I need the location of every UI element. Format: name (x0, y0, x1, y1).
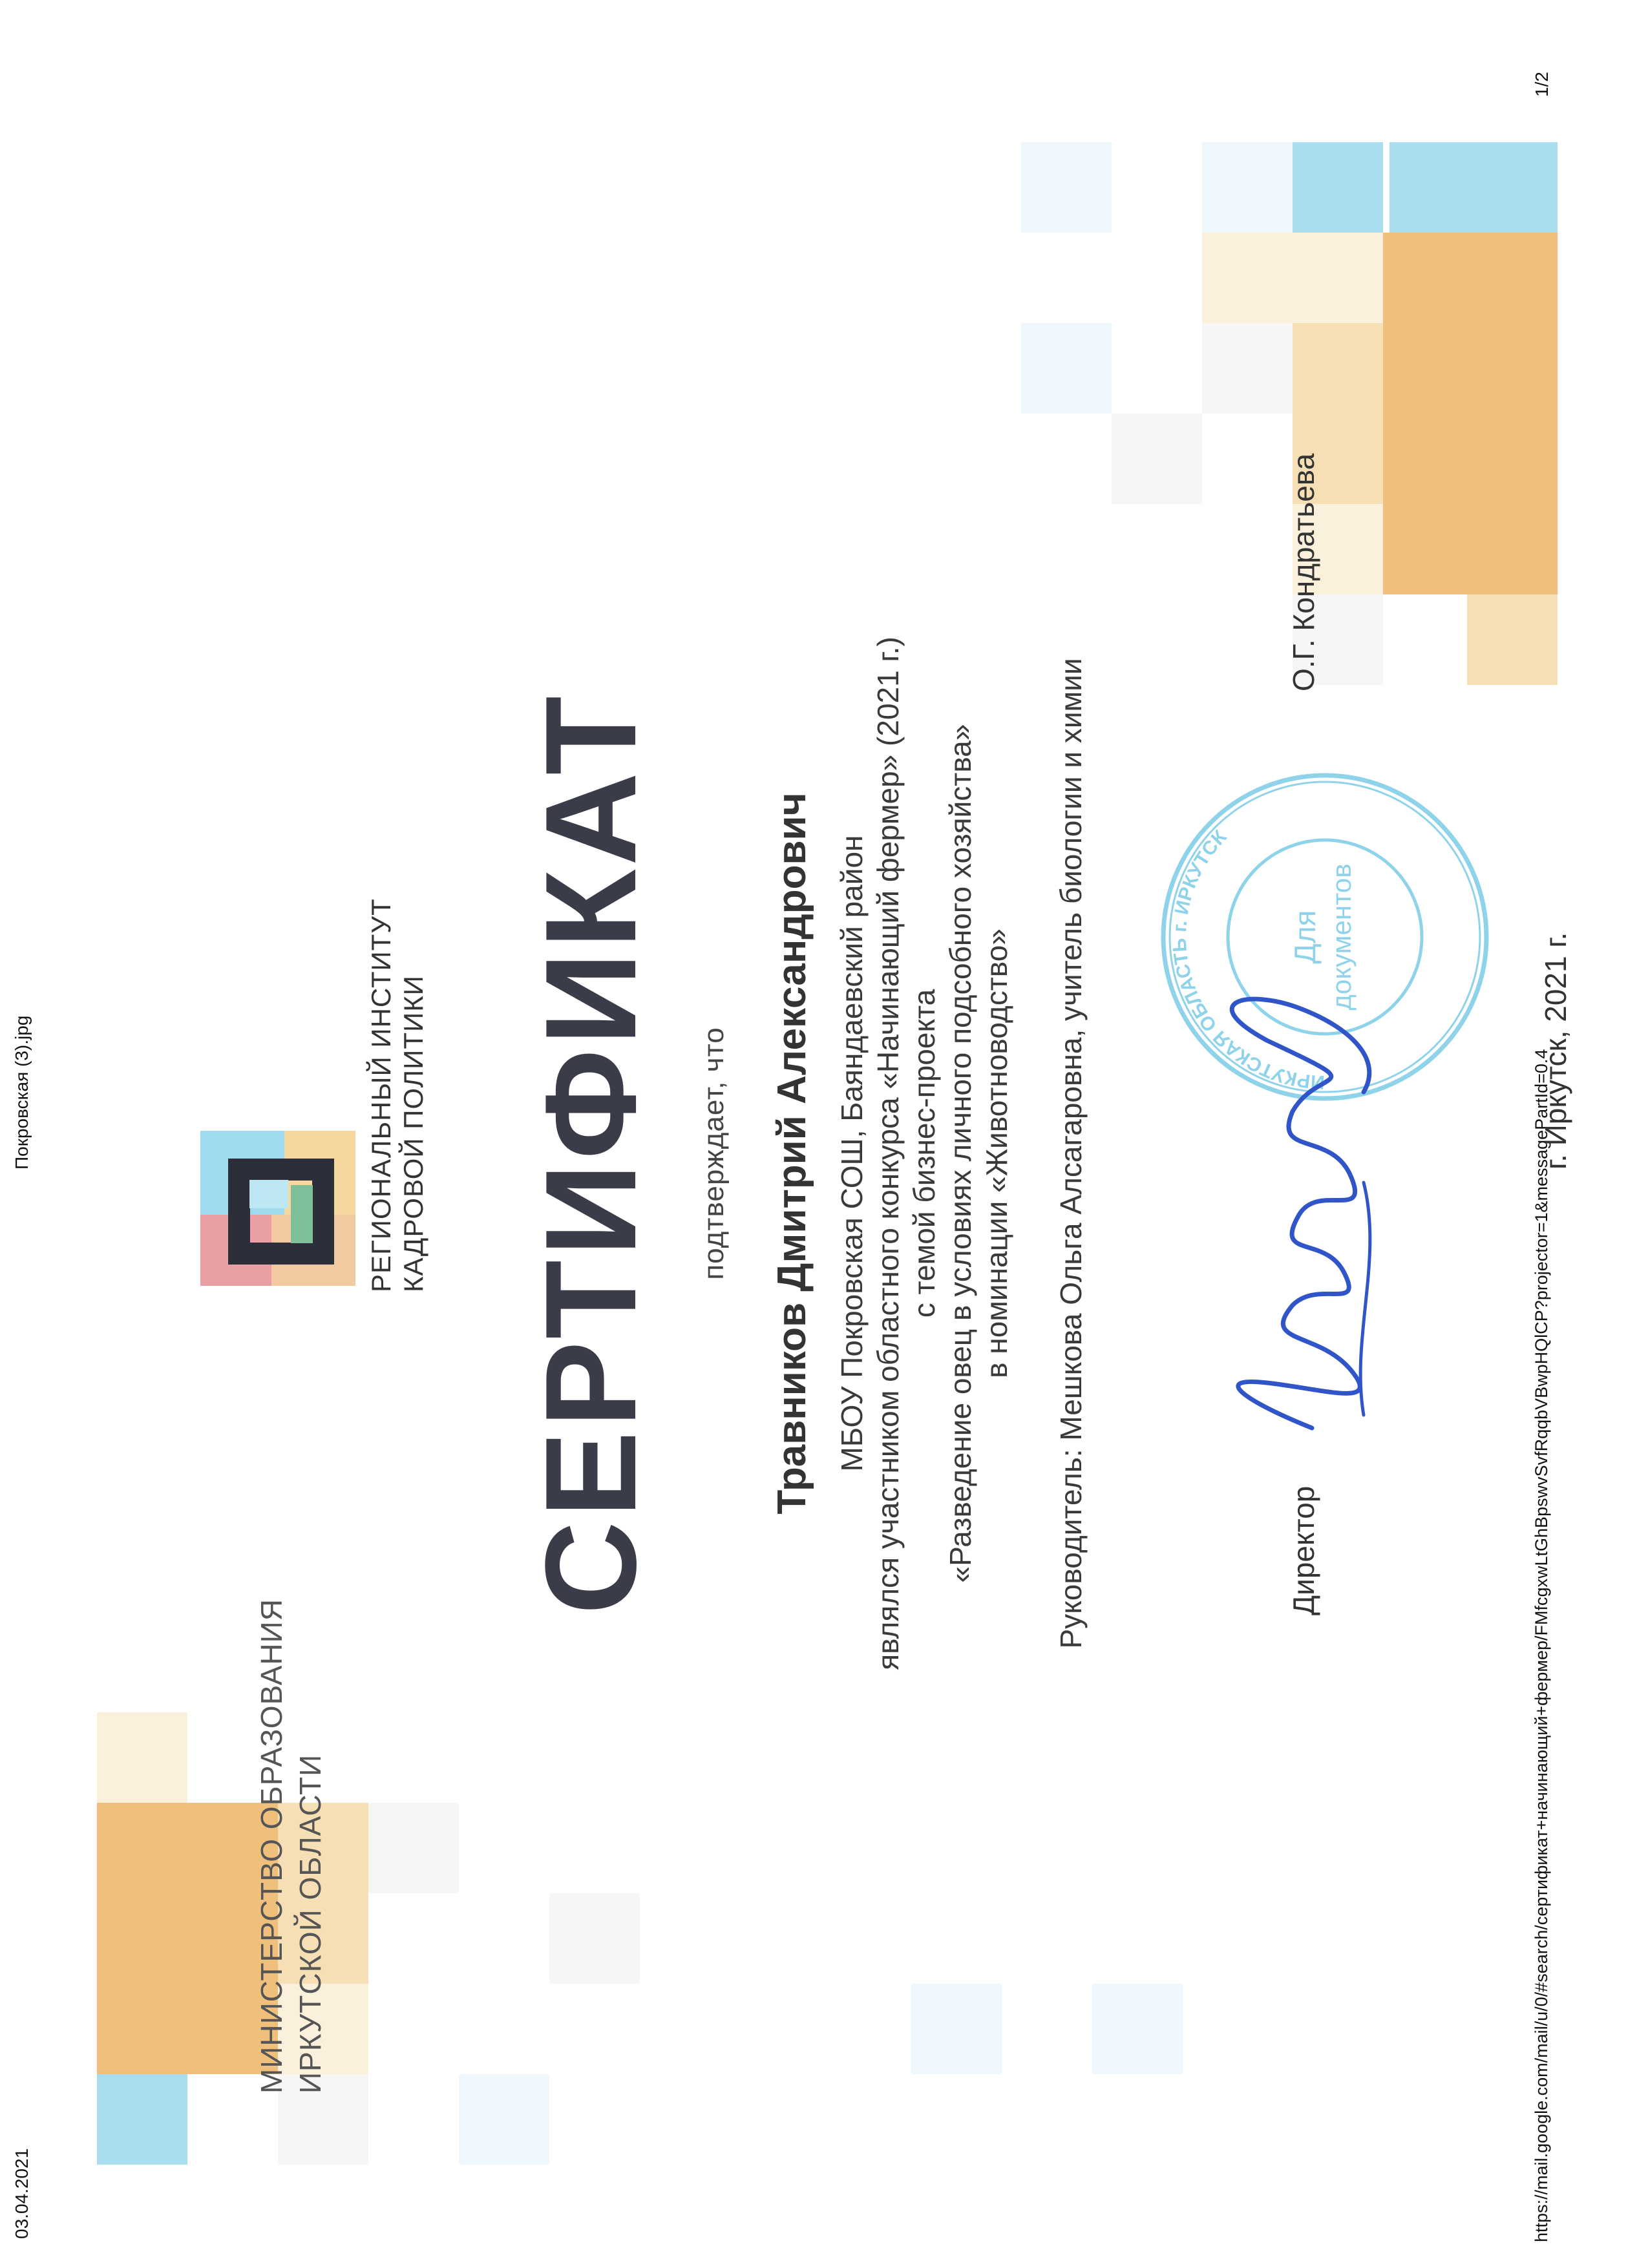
decor-pixel (1202, 233, 1293, 323)
certificate-title: СЕРТИФИКАТ (519, 692, 663, 1615)
contest-line: являлся участником областного конкурса «Начинающий фермер» (2021 г.) (871, 636, 905, 1670)
decor-pixel (368, 1803, 459, 1893)
decor-pixel (1202, 323, 1293, 414)
institute-line-1: РЕГИОНАЛЬНЫЙ ИНСТИТУТ (366, 898, 396, 1292)
institute-line-2: КАДРОВОЙ ПОЛИТИКИ (398, 975, 428, 1292)
ministry-name (252, 1599, 330, 2094)
decor-pixel (97, 2074, 187, 2165)
print-url: https://mail.google.com/mail/u/0/#search/сертификат+начинающий+фермер/FMfcgxwLtGhBpswvSvfRqqbVBwpHQlCP?projector=1&messagePartId=0.4 (1532, 1049, 1551, 2242)
print-filename: Покровская (3).jpg (12, 1015, 32, 1170)
stamp-outer-text: ИРКУТСКАЯ ОБЛАСТЬ г. ИРКУТСК (1168, 826, 1326, 1093)
project-topic-label: с темой бизнес-проекта (907, 989, 941, 1318)
decor-pixel (1467, 594, 1558, 685)
nomination-line: в номинации «Животноводство» (980, 929, 1013, 1378)
stamp-center-text-1: Для (1288, 910, 1322, 964)
decor-pixel (1112, 414, 1202, 504)
decor-pixel (97, 1984, 187, 2074)
page-counter: 1/2 (1532, 72, 1552, 97)
director-signature (1170, 963, 1441, 1454)
certificate (97, 142, 1572, 2165)
decor-pixel (1293, 142, 1383, 233)
director-label: Директор (1287, 1486, 1320, 1615)
decor-pixel (1293, 233, 1383, 323)
supervisor-line: Руководитель: Мешкова Ольга Алсагаровна, учитель биологии и химии (1054, 658, 1088, 1649)
decor-pixel (1389, 504, 1558, 594)
director-name: О.Г. Кондратьева (1287, 453, 1320, 691)
city-year: г. Иркутск, 2021 г. (1539, 932, 1572, 1170)
confirms-text: подтверждает, что (698, 1027, 730, 1280)
decor-pixel (97, 1712, 187, 1803)
decor-pixel (97, 1803, 187, 1984)
school-line: МБОУ Покровская СОШ, Баяндаевский район (835, 835, 869, 1472)
decor-pixel (1293, 323, 1383, 414)
decor-pixel (1389, 142, 1480, 233)
ministry-line-2: ИРКУТСКОЙ ОБЛАСТИ (293, 1754, 327, 2094)
institute-name (365, 898, 430, 1292)
decor-pixel (1480, 142, 1558, 233)
ministry-line-1: МИНИСТЕРСТВО ОБРАЗОВАНИЯ (255, 1599, 288, 2094)
decor-pixel (1092, 1984, 1183, 2074)
recipient-name: Травников Дмитрий Александрович (770, 792, 814, 1515)
project-topic: «Разведение овец в условиях личного подсобного хозяйства» (944, 724, 977, 1583)
decor-pixel (1202, 142, 1293, 233)
stamp-center-text-2: документов (1326, 863, 1357, 1011)
print-date: 03.04.2021 (12, 2148, 32, 2239)
institute-logo (200, 1131, 355, 1286)
